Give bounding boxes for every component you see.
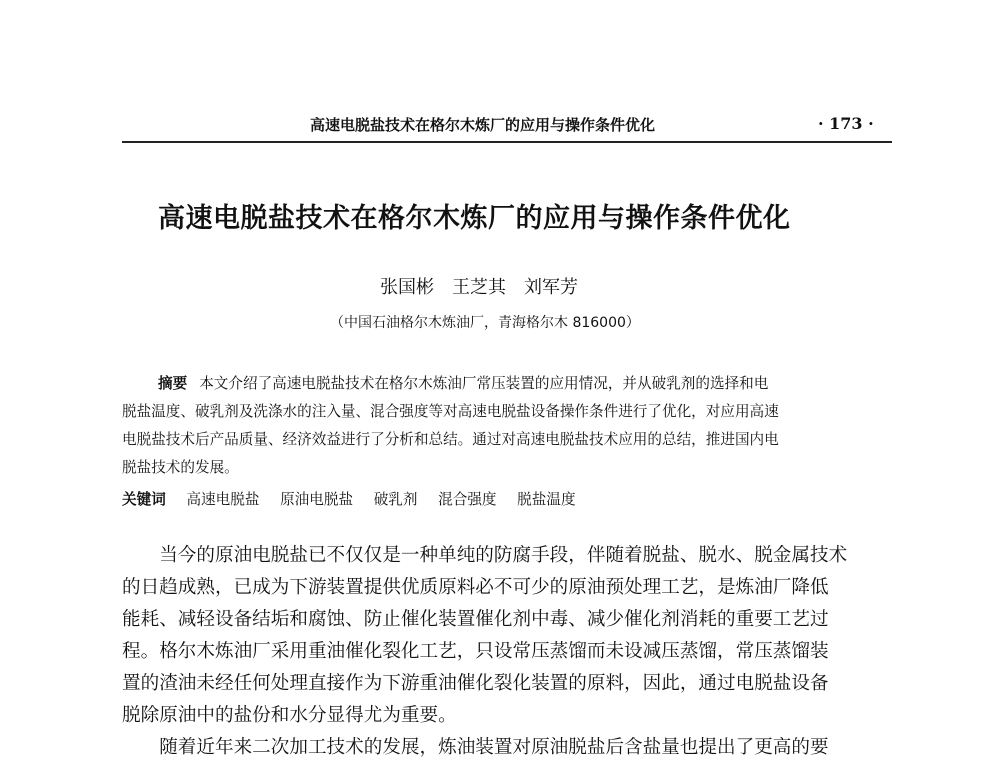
abstract-text: 本文介绍了高速电脱盐技术在格尔木炼油厂常压装置的应用情况，并从破乳剂的选择和电: [199, 375, 769, 392]
keyword: 混合强度: [438, 491, 497, 508]
keywords-label: 关键词: [122, 491, 166, 508]
body-line: 程。格尔木炼油厂采用重油催化裂化工艺，只设常压蒸馏而未设减压蒸馏，常压蒸馏装: [122, 641, 829, 662]
body-line: 脱除原油中的盐份和水分显得尤为重要。: [122, 705, 457, 726]
body-line: 当今的原油电脱盐已不仅仅是一种单纯的防腐手段，伴随着脱盐、脱水、脱金属技术: [122, 545, 848, 566]
body-line: 随着近年来二次加工技术的发展，炼油装置对原油脱盐后含盐量也提出了更高的要: [122, 737, 829, 758]
header-rule: [122, 141, 892, 143]
authors: 张国彬 王芝其 刘军芳: [380, 277, 578, 298]
keyword: 破乳剂: [373, 491, 418, 508]
keyword: 高速电脱盐: [186, 491, 260, 508]
abstract-line: 电脱盐技术后产品质量、经济效益进行了分析和总结。通过对高速电脱盐技术应用的总结，推进国内电: [122, 431, 779, 448]
body-line: 能耗、减轻设备结垢和腐蚀、防止催化装置催化剂中毒、减少催化剂消耗的重要工艺过: [122, 609, 829, 630]
body-line: 的日趋成熟，已成为下游装置提供优质原料必不可少的原油预处理工艺，是炼油厂降低: [122, 577, 829, 598]
abstract-label: 摘要: [158, 375, 188, 392]
affiliation: （中国石油格尔木炼油厂，青海格尔木 816000）: [330, 315, 640, 331]
keyword: 原油电脱盐: [280, 491, 354, 508]
abstract-line: 脱盐温度、破乳剂及洗涤水的注入量、混合强度等对高速电脱盐设备操作条件进行了优化，对应用高速: [122, 403, 779, 420]
page-number: · 173 ·: [818, 114, 874, 133]
paper-title: 高速电脱盐技术在格尔木炼厂的应用与操作条件优化: [158, 203, 791, 234]
abstract-line: [158, 372, 926, 393]
abstract-line: 脱盐技术的发展。: [122, 459, 239, 476]
keywords: [122, 488, 890, 509]
body-line: 置的渣油未经任何处理直接作为下游重油催化裂化装置的原料，因此，通过电脱盐设备: [122, 673, 829, 694]
keyword: 脱盐温度: [517, 491, 576, 508]
running-head-title: 高速电脱盐技术在格尔木炼厂的应用与操作条件优化: [310, 116, 656, 134]
